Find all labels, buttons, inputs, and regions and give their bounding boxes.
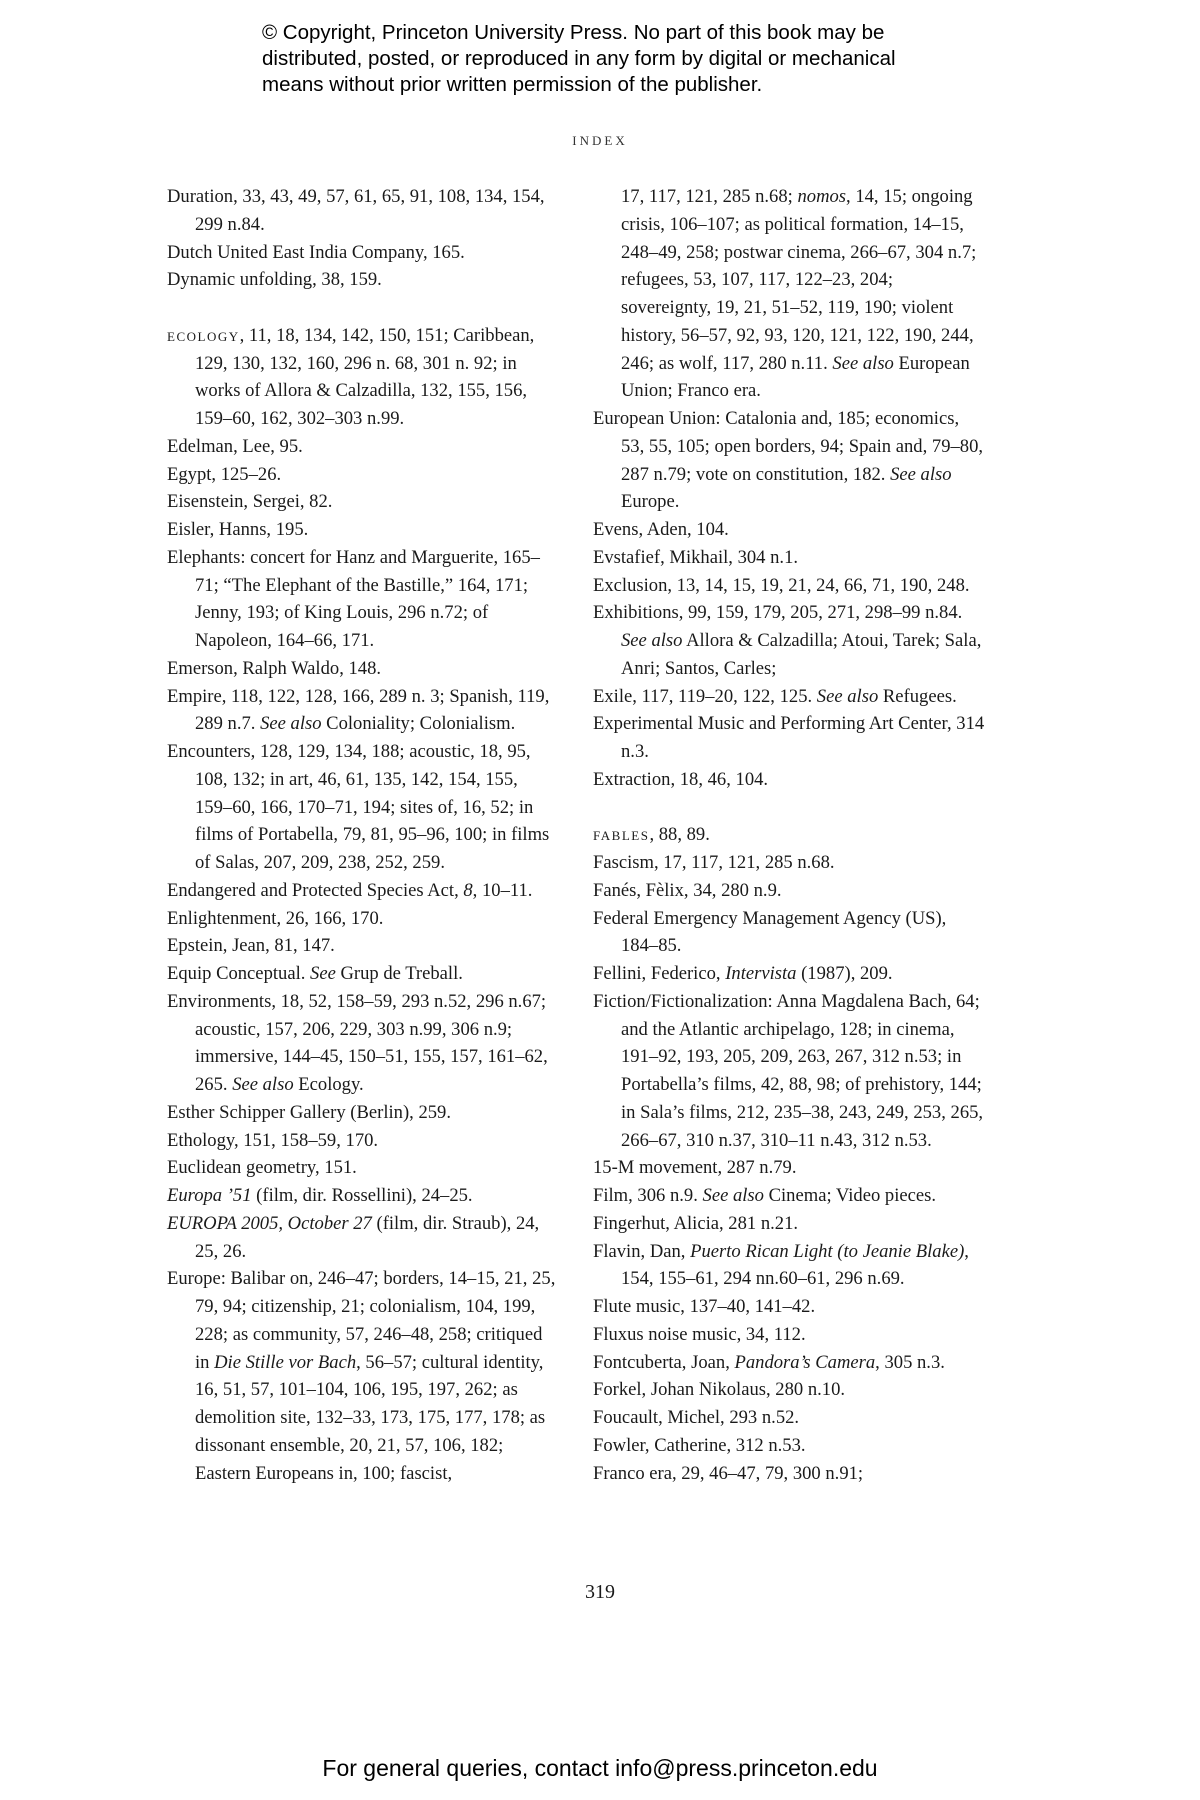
- entry-text: Exclusion, 13, 14, 15, 19, 21, 24, 66, 71, 190, 248.: [593, 574, 970, 596]
- entry-text: Evens, Aden, 104.: [593, 519, 729, 540]
- index-entry: [593, 1404, 985, 1432]
- entry-text: Fascism, 17, 117, 121, 285 n.68.: [593, 852, 835, 873]
- index-entry-continued: [593, 183, 985, 405]
- entry-text: Epstein, Jean, 81, 147.: [167, 935, 335, 957]
- entry-text: Federal Emergency Management Agency (US), 184–85.: [593, 907, 947, 957]
- index-column-left: [167, 183, 559, 1487]
- index-entry: [593, 1182, 985, 1210]
- index-entry: [167, 488, 559, 516]
- entry-text: Ecology.: [293, 1074, 364, 1095]
- index-entry: [167, 738, 559, 877]
- index-entry: [167, 877, 559, 905]
- entry-text: Equip Conceptual.: [167, 963, 311, 984]
- index-entry: [167, 1265, 559, 1487]
- entry-text: European Union; Franco era.: [621, 352, 970, 402]
- entry-text: (1987), 209.: [796, 963, 893, 984]
- entry-text: , 14, 15; ongoing crisis, 106–107; as political formation, 14–15, 248–49, 258; postwar cinema, 266–67, 304 n.7; refugees, 53, 107, 117, 122–23, 204; sovereignty, 19, 21, 51–52, 119, 190; violent history, 56–57, 92, 93, 120, 121, 122, 190, 244, 246; as wolf, 117, 280 n.11.: [621, 186, 977, 374]
- index-entry: [167, 683, 559, 739]
- index-entry: [167, 516, 559, 544]
- entry-text: , 10–11.: [472, 879, 533, 901]
- italic-text: See also: [890, 463, 952, 485]
- entry-text: Emerson, Ralph Waldo, 148.: [167, 657, 382, 679]
- entry-text: , 154, 155–61, 294 nn.60–61, 296 n.69.: [621, 1240, 969, 1290]
- italic-text: Puerto Rican Light (to Jeanie Blake): [690, 1240, 965, 1262]
- entry-text: Edelman, Lee, 95.: [167, 435, 303, 457]
- entry-text: , 11, 18, 134, 142, 150, 151; Caribbean, 129, 130, 132, 160, 296 n. 68, 301 n. 92; in works of Allora & Calzadilla, 132, 155, 156, 159–60, 162, 302–303 n.99.: [195, 324, 535, 429]
- index-entry: [593, 766, 985, 794]
- entry-text: Allora & Calzadilla; Atoui, Tarek; Sala, Anri; Santos, Carles;: [621, 630, 982, 679]
- italic-text: nomos: [797, 186, 847, 207]
- entry-text: Enlightenment, 26, 166, 170.: [167, 907, 384, 929]
- index-entry: [167, 266, 559, 294]
- entry-text: Euclidean geometry, 151.: [167, 1157, 357, 1179]
- entry-text: Dynamic unfolding, 38, 159.: [167, 269, 382, 291]
- entry-text: Grup de Treball.: [335, 963, 463, 984]
- entry-text: Elephants: concert for Hanz and Marguerite, 165–71; “The Elephant of the Bastille,” 164, 171; Jenny, 193; of King Louis, 296 n.72; of Napoleon, 164–66, 171.: [167, 546, 540, 651]
- index-entry: [167, 1210, 559, 1266]
- index-entry: [593, 960, 985, 988]
- entry-text: Fellini, Federico,: [593, 963, 726, 984]
- index-entry: [593, 683, 985, 711]
- entry-text: Film, 306 n.9.: [593, 1185, 703, 1206]
- entry-text: Foucault, Michel, 293 n.52.: [593, 1407, 800, 1428]
- entry-text: Dutch United East India Company, 165.: [167, 241, 465, 263]
- italic-text: Intervista: [725, 963, 797, 984]
- index-entry: [167, 1182, 559, 1210]
- italic-text: 8: [463, 879, 473, 901]
- entry-text: , 88, 89.: [649, 824, 710, 846]
- index-entry: [167, 1127, 559, 1155]
- index-entry: [167, 322, 559, 433]
- index-entry: [593, 405, 985, 516]
- italic-text: See: [310, 963, 336, 984]
- index-entry: [593, 1154, 985, 1182]
- entry-text: Empire, 118, 122, 128, 166, 289 n. 3; Spanish, 119, 289 n.7.: [167, 685, 550, 735]
- entry-text: Ethology, 151, 158–59, 170.: [167, 1129, 379, 1151]
- index-entry: [167, 544, 559, 655]
- entry-text: Exile, 117, 119–20, 122, 125.: [593, 685, 817, 707]
- index-entry: [167, 932, 559, 960]
- entry-text: Experimental Music and Performing Art Center, 314 n.3.: [593, 713, 985, 762]
- entry-text: Fowler, Catherine, 312 n.53.: [593, 1434, 806, 1456]
- running-head: INDEX: [572, 133, 628, 148]
- entry-text: Coloniality; Colonialism.: [321, 713, 516, 735]
- copyright-line: © Copyright, Princeton University Press. No part of this book may be: [262, 21, 885, 44]
- entry-text: European Union: Catalonia and, 185; economics, 53, 55, 105; open borders, 94; Spain and, 79–80, 287 n.79; vote on constitution, 182.: [593, 408, 984, 485]
- index-entry: [167, 1099, 559, 1127]
- entry-text: Franco era, 29, 46–47, 79, 300 n.91;: [593, 1462, 864, 1484]
- index-column-right: [593, 183, 985, 1487]
- section-lead: ecology: [167, 324, 240, 346]
- index-entry: [167, 1154, 559, 1182]
- index-entry: [593, 1460, 985, 1488]
- index-entry: [593, 877, 985, 905]
- index-entry: [593, 516, 985, 544]
- entry-text: Evstafief, Mikhail, 304 n.1.: [593, 546, 799, 568]
- entry-text: Fiction/Fictionalization: Anna Magdalena Bach, 64; and the Atlantic archipelago, 128; in cinema, 191–92, 193, 205, 209, 263, 267, 312 n.53; in Portabella’s films, 42, 88, 98; of prehistory, 144; in Sala’s films, 212, 235–38, 243, 249, 253, 265, 266–67, 310 n.37, 310–11 n.43, 312 n.53.: [593, 990, 984, 1151]
- entry-text: Flavin, Dan,: [593, 1240, 691, 1262]
- italic-text: See also: [232, 1074, 294, 1095]
- entry-text: Exhibitions, 99, 159, 179, 205, 271, 298–99 n.84.: [593, 602, 963, 624]
- index-entry: [593, 1321, 985, 1349]
- index-entry: [167, 239, 559, 267]
- entry-text: Fingerhut, Alicia, 281 n.21.: [593, 1212, 799, 1234]
- index-entry: [593, 849, 985, 877]
- index-entry: [593, 710, 985, 766]
- copyright-line: means without prior written permission of the publisher.: [262, 73, 763, 96]
- index-entry: [167, 905, 559, 933]
- index-entry: [167, 988, 559, 1099]
- index-entry: [167, 433, 559, 461]
- entry-text: Eisenstein, Sergei, 82.: [167, 491, 333, 513]
- entry-text: , 305 n.3.: [875, 1351, 945, 1373]
- italic-text: EUROPA 2005, October 27: [167, 1212, 372, 1234]
- index-entry: [593, 1238, 985, 1294]
- index-entry: [593, 1293, 985, 1321]
- entry-text: Flute music, 137–40, 141–42.: [593, 1296, 816, 1317]
- entry-text: Refugees.: [878, 685, 957, 707]
- index-entry: [593, 1376, 985, 1404]
- copyright-line: distributed, posted, or reproduced in any form by digital or mechanical: [262, 47, 896, 70]
- index-entry: [167, 655, 559, 683]
- entry-text: Esther Schipper Gallery (Berlin), 259.: [167, 1101, 451, 1123]
- entry-text: Europe.: [621, 491, 680, 513]
- italic-text: Die Stille vor Bach: [214, 1351, 357, 1373]
- italic-text: See also: [702, 1185, 764, 1206]
- index-entry: [593, 905, 985, 961]
- index-entry: [593, 544, 985, 572]
- entry-text: Encounters, 128, 129, 134, 188; acoustic, 18, 95, 108, 132; in art, 46, 61, 135, 142, 154, 155, 159–60, 166, 170–71, 194; sites of, 16, 52; in films of Portabella, 79, 81, 95–96, 100; in films of Salas, 207, 209, 238, 252, 259.: [167, 741, 550, 873]
- entry-text: , 56–57; cultural identity, 16, 51, 57, 101–104, 106, 195, 197, 262; as demolition site, 132–33, 173, 175, 177, 178; as dissonant ensemble, 20, 21, 57, 106, 182; Eastern Europeans in, 100; fascist,: [195, 1351, 546, 1484]
- italic-text: See also: [621, 630, 683, 651]
- entry-text: Environments, 18, 52, 158–59, 293 n.52, 296 n.67; acoustic, 157, 206, 229, 303 n.99, 306 n.9; immersive, 144–45, 150–51, 155, 157, 161–62, 265.: [167, 990, 548, 1095]
- entry-text: Forkel, Johan Nikolaus, 280 n.10.: [593, 1379, 846, 1401]
- italic-text: See also: [816, 685, 879, 707]
- index-entry: [593, 1210, 985, 1238]
- entry-text: Endangered and Protected Species Act,: [167, 879, 464, 901]
- entry-text: (film, dir. Rossellini), 24–25.: [251, 1185, 473, 1206]
- index-entry: [593, 988, 985, 1155]
- italic-text: See also: [832, 352, 894, 374]
- entry-text: Fanés, Fèlix, 34, 280 n.9.: [593, 879, 782, 901]
- entry-text: Cinema; Video pieces.: [763, 1185, 937, 1206]
- copyright-notice: [262, 20, 1022, 98]
- entry-text: Eisler, Hanns, 195.: [167, 519, 309, 540]
- entry-text: Europe: Balibar on, 246–47; borders, 14–15, 21, 25, 79, 94; citizenship, 21; colonialism, 104, 199, 228; as community, 57, 246–48, 258; critiqued in: [167, 1268, 556, 1373]
- index-entry: [593, 821, 985, 849]
- italic-text: See also: [260, 713, 322, 735]
- entry-text: 15-M movement, 287 n.79.: [593, 1157, 797, 1179]
- entry-text: 17, 117, 121, 285 n.68;: [621, 186, 798, 207]
- index-entry: [167, 960, 559, 988]
- entry-text: Duration, 33, 43, 49, 57, 61, 65, 91, 108, 134, 154, 299 n.84.: [167, 186, 545, 235]
- entry-text: Egypt, 125–26.: [167, 463, 282, 485]
- entry-text: Fontcuberta, Joan,: [593, 1351, 735, 1373]
- entry-text: Fluxus noise music, 34, 112.: [593, 1323, 806, 1345]
- index-entry: [167, 461, 559, 489]
- contact-footer: For general queries, contact info@press.princeton.edu: [322, 1755, 878, 1781]
- index-entry: [167, 183, 559, 239]
- index-entry: [593, 599, 985, 682]
- index-entry: [593, 1432, 985, 1460]
- index-entry: [593, 572, 985, 600]
- section-lead: fables: [593, 824, 650, 846]
- entry-text: Extraction, 18, 46, 104.: [593, 768, 769, 790]
- index-entry: [593, 1349, 985, 1377]
- italic-text: Pandora’s Camera: [734, 1351, 876, 1373]
- entry-text: (film, dir. Straub), 24, 25, 26.: [195, 1212, 540, 1262]
- italic-text: Europa ’51: [167, 1185, 252, 1206]
- page-number: 319: [585, 1581, 615, 1603]
